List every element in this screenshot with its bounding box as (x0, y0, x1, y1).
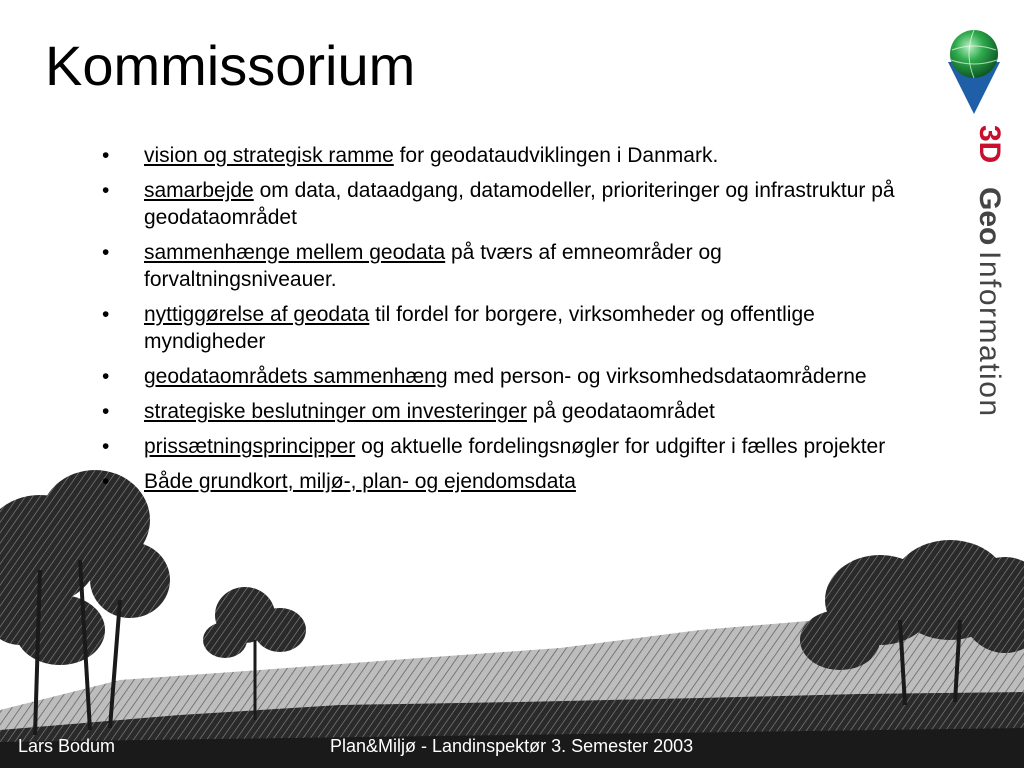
globe-icon (946, 28, 1002, 116)
bullet-dot: • (102, 365, 110, 388)
bullet-text: på tværs af emneområder og forvaltningsniveauer. (144, 241, 722, 291)
slide-title: Kommissorium (45, 34, 416, 97)
bullet-item (100, 433, 900, 460)
bullet-text: til fordel for borgere, virksomheder og offentlige myndigheder (144, 303, 815, 353)
footer-author: Lars Bodum (18, 736, 116, 756)
footer-course: Plan&Miljø - Landinspektør 3. Semester 2003 (330, 736, 694, 756)
landscape-silhouette (0, 480, 1024, 768)
bullet-item (100, 177, 900, 231)
bullet-text: om data, dataadgang, datamodeller, prioriteringer og infrastruktur på geodataområdet (144, 179, 895, 229)
bullet-item (100, 363, 900, 390)
bullet-link[interactable]: vision og strategisk ramme (144, 144, 394, 167)
bullet-text: og aktuelle fordelingsnøgler for udgifter i fælles projekter (355, 435, 886, 458)
bullet-link[interactable]: Både grundkort, miljø-, plan- og ejendomsdata (144, 470, 576, 493)
bullet-dot: • (102, 400, 110, 423)
bullet-link[interactable]: prissætningsprincipper (144, 435, 356, 458)
bullet-dot: • (102, 435, 110, 458)
logo-word-light: Information (973, 251, 1006, 418)
bullet-link[interactable]: strategiske beslutninger om investeringer (144, 400, 527, 423)
bullet-dot: • (102, 241, 110, 264)
bullet-item (100, 398, 900, 425)
bullet-text: for geodataudviklingen i Danmark. (393, 144, 719, 167)
bullet-list (100, 142, 900, 503)
bullet-link[interactable]: samarbejde (144, 179, 254, 202)
bullet-item (100, 468, 900, 495)
bullet-link[interactable]: sammenhænge mellem geodata (144, 241, 446, 264)
logo-prefix: 3D (973, 125, 1006, 164)
bullet-item (100, 142, 900, 169)
bullet-item (100, 301, 900, 355)
footer (0, 730, 1024, 768)
bullet-dot: • (102, 470, 110, 493)
logo-wordmark (958, 125, 1006, 505)
bullet-dot: • (102, 144, 110, 167)
bullet-dot: • (102, 179, 110, 202)
bullet-text: med person- og virksomhedsdataområderne (447, 365, 867, 388)
bullet-text: på geodataområdet (526, 400, 715, 423)
logo-word-bold: Geo (973, 187, 1006, 246)
bullet-link[interactable]: geodataområdets sammenhæng (144, 365, 448, 388)
bullet-item (100, 239, 900, 293)
bullet-dot: • (102, 303, 110, 326)
bullet-link[interactable]: nyttiggørelse af geodata (144, 303, 370, 326)
